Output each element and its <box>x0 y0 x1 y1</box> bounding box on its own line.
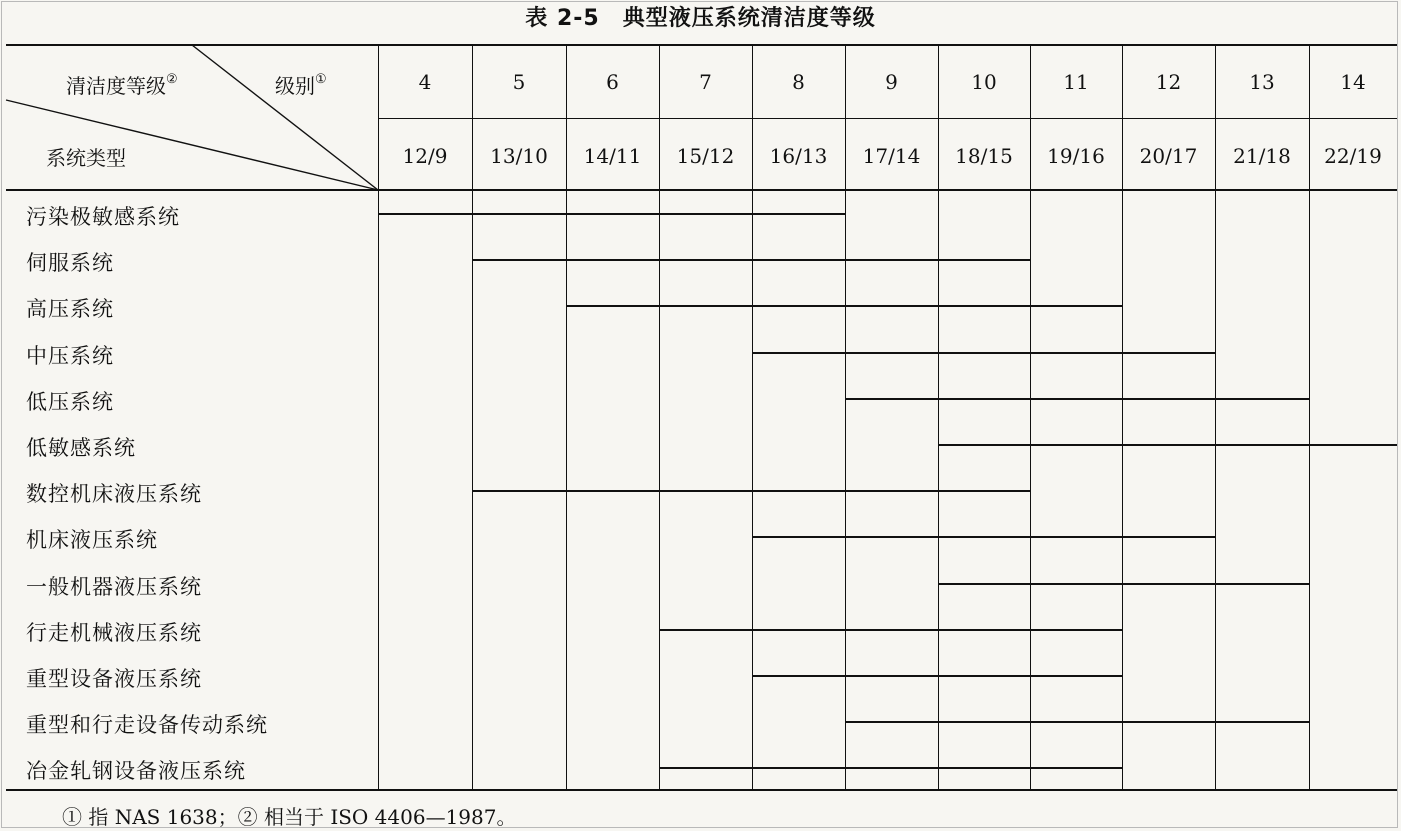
nas-class-cell: 4 <box>418 70 432 94</box>
row-label: 数控机床液压系统 <box>26 482 202 507</box>
range-bar <box>752 352 1215 354</box>
footnote: ① 指 NAS 1638；② 相当于 ISO 4406—1987。 <box>62 805 517 829</box>
header-class-label <box>275 70 327 99</box>
range-bar <box>752 675 1122 677</box>
nas-class-cell: 10 <box>971 70 997 94</box>
header-system-type-label: 系统类型 <box>46 146 126 170</box>
iso-code-cell: 15/12 <box>676 144 735 168</box>
class-note: ① <box>315 72 327 88</box>
range-bar <box>659 767 1122 769</box>
range-bar <box>845 398 1309 400</box>
row-label: 高压系统 <box>26 297 114 322</box>
iso-code-cell: 17/14 <box>862 144 921 168</box>
iso-code-cell: 21/18 <box>1233 144 1291 168</box>
iso-code-cell: 22/19 <box>1324 144 1382 168</box>
row-label: 机床液压系统 <box>26 528 158 553</box>
class-label-text: 级别 <box>275 74 315 98</box>
nas-class-cell: 11 <box>1063 70 1089 94</box>
range-bar <box>938 444 1397 446</box>
cleanliness-note: ② <box>166 72 178 88</box>
row-label: 伺服系统 <box>26 251 114 276</box>
row-label: 冶金轧钢设备液压系统 <box>26 759 246 784</box>
row-label: 低压系统 <box>26 389 114 414</box>
range-bar <box>938 583 1309 585</box>
range-bar <box>752 536 1215 538</box>
nas-class-cell: 9 <box>885 70 898 94</box>
row-label: 中压系统 <box>26 343 114 368</box>
iso-code-cell: 19/16 <box>1047 144 1105 168</box>
nas-class-cell: 7 <box>699 70 712 94</box>
range-bar <box>472 259 1030 261</box>
row-label: 重型设备液压系统 <box>26 667 202 691</box>
row-label: 重型和行走设备传动系统 <box>26 713 268 738</box>
range-bar <box>378 213 845 215</box>
row-label: 一般机器液压系统 <box>26 574 202 599</box>
iso-code-cell: 20/17 <box>1139 144 1198 168</box>
iso-code-cell: 14/11 <box>583 144 642 168</box>
nas-class-cell: 14 <box>1340 70 1366 94</box>
row-label: 行走机械液压系统 <box>26 620 202 645</box>
row-label: 污染极敏感系统 <box>26 205 180 229</box>
nas-class-cell: 8 <box>792 70 805 94</box>
range-bar <box>566 305 1122 307</box>
header-cleanliness-label <box>66 70 178 99</box>
nas-class-cell: 13 <box>1249 70 1275 94</box>
range-bar <box>845 721 1309 723</box>
nas-class-cell: 12 <box>1155 70 1182 94</box>
iso-code-cell: 13/10 <box>490 144 548 168</box>
iso-code-cell: 18/15 <box>955 144 1013 168</box>
iso-code-cell: 12/9 <box>402 144 448 168</box>
table-title: 表 2-5 典型液压系统清洁度等级 <box>525 6 876 31</box>
nas-class-cell: 6 <box>606 70 619 94</box>
iso-code-cell: 16/13 <box>769 144 828 168</box>
nas-class-cell: 5 <box>512 70 526 94</box>
row-label: 低敏感系统 <box>26 436 136 460</box>
range-bar <box>659 629 1122 631</box>
cleanliness-label-text: 清洁度等级 <box>66 74 166 98</box>
range-bar <box>472 490 1030 492</box>
